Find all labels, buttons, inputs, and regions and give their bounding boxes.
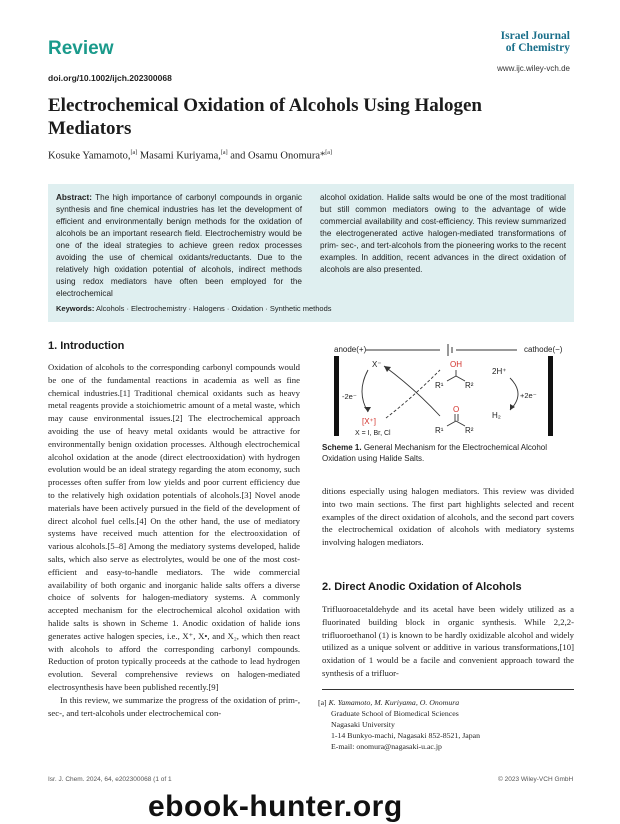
- keywords: [56, 304, 332, 313]
- author-list: [48, 150, 332, 162]
- doi-link[interactable]: doi.org/10.1002/ijch.202300068: [48, 73, 172, 83]
- affiliation-mark: [a]: [325, 150, 332, 156]
- keywords-label: Keywords:: [56, 304, 95, 313]
- right-column-text: [322, 485, 574, 549]
- paragraph: ditions especially using halogen mediators. This review was divided into two main sections. The first part highlights selected and recent examples of the direct oxidation of alcohols, and the second part covers the electrochemical oxidation of alcohols with mediatory systems involving halogen mediators.: [322, 486, 574, 548]
- carbonyl-oxygen-label: O: [453, 405, 460, 414]
- footnote-line: 1-14 Bunkyo-machi, Nagasaki 852-8521, Japan: [331, 731, 480, 740]
- bond-line: [456, 421, 465, 426]
- alcohol-oxidation-arrow: [386, 370, 440, 418]
- paragraph: Oxidation of alcohols to the corresponding carbonyl compounds would be one of the fundamental reactions in academia as well as fine chemical industries.[1] Traditional chemical oxidants such as heavy metal reagents provide a stoichiometric amount of a metal waste, which may cause environmental issues.[2] The electrochemical approach avoiding the use of heavy metal oxidants would be attractive for environmentally benign oxidation processes. Although electrochemical alcohol oxidation at the anode (direct electrooxidation) with hydrogen evolution would be an ideal strategy regarding the atom economy, such processes often suffer from low yields and poor current efficiency due to the relatively high oxidation potentials of alcohols.[3] Novel anode materials have been actively pursued in the field of the development of direct alcohol fuel cells.[4] On the other hand, the use of mediatory systems have received much attention for the electrooxidation of various alcohols.[5–8] Among the mediatory systems developed, halide salts, which also serve as electrolytes, would be one of the most cost-efficient and easy-to-handle mediators. The wide commercial availability of both organic and inorganic halide salts offers a diverse choice of solvents for halogen-mediatory systems. A commonly accepted mechanism for the electrochemical alcohol oxidation with halide salts is shown in Scheme 1. Anodic oxidation of halide ions generates active halogen species, i.e., X⁺, X•, and X₂, which then react with alcohols to afford the corresponding carbonyl compounds. Reduction of proton typically proceeds at the cathode to lead hydrogen evolution. Several comprehensive reviews on halogen-mediated electrosynthesis have been published recently.[9]: [48, 362, 300, 692]
- journal-logo: [501, 30, 570, 54]
- footnote-line: Graduate School of Biomedical Sciences: [331, 709, 459, 718]
- bond-line: [447, 376, 456, 381]
- footer-copyright: © 2023 Wiley-VCH GmbH: [498, 776, 574, 783]
- caption-text: General Mechanism for the Electrochemical Alcohol Oxidation using Halide Salts.: [322, 443, 548, 463]
- arrow-head: [384, 366, 391, 372]
- abstract-column-right: [320, 192, 566, 276]
- abstract-box: [48, 184, 574, 322]
- halogen-definition: X = I, Br, Cl: [355, 430, 391, 437]
- r1-label: R¹: [435, 381, 444, 390]
- section-label: Review: [48, 38, 114, 59]
- abstract-column-left: [56, 192, 302, 300]
- electron-loss-label: -2e⁻: [342, 392, 357, 401]
- section-heading-direct-oxidation: 2. Direct Anodic Oxidation of Alcohols: [322, 581, 522, 593]
- bond-line: [456, 376, 465, 381]
- watermark-text: ebook-hunter.org: [148, 790, 403, 823]
- affiliation-mark: [a]: [220, 150, 228, 156]
- reduction-arrow: [384, 366, 440, 416]
- section-heading-introduction: 1. Introduction: [48, 340, 125, 352]
- caption-label: Scheme 1.: [322, 443, 362, 452]
- footnote-line: Nagasaki University: [331, 720, 395, 729]
- scheme-caption: [322, 443, 574, 464]
- r2-label: R²: [465, 426, 474, 435]
- r1-label: R¹: [435, 426, 444, 435]
- contact-email[interactable]: E-mail: onomura@nagasaki-u.ac.jp: [331, 742, 442, 751]
- journal-name-line2: of Chemistry: [505, 42, 570, 54]
- anode-label: anode(+): [334, 345, 367, 354]
- journal-website-link[interactable]: www.ijc.wiley-vch.de: [497, 64, 570, 73]
- left-column-text: [48, 361, 300, 719]
- hydrogen-label: H₂: [492, 411, 501, 420]
- active-halogen-label: [X⁺]: [362, 417, 377, 426]
- arrow-head: [364, 407, 371, 412]
- journal-name-line1: Israel Journal: [500, 30, 570, 42]
- author-name: and Osamu Onomura*: [230, 150, 326, 162]
- footnote-authors: [318, 697, 574, 708]
- keywords-list: Alcohols · Electrochemistry · Halogens · Oxidation · Synthetic methods: [96, 304, 332, 313]
- affiliation-footnote: [318, 697, 574, 752]
- paragraph: Trifluoroacetaldehyde and its acetal have been widely utilized as a fluorinated building block in organic synthesis. While 2,2,2-trifluoroethanol (1) is known to be hardly oxidizable alcohol and widely utilized as a unique solvent or additive in various transformations,[10] oxidation of 1 would be a facile and convenient approach toward the synthesis of a trifluor-: [322, 604, 574, 678]
- abstract-text: alcohol oxidation. Halide salts would be one of the most traditional but still common mediators owing to the advantage of wide commercial availability and cost-efficiency. This review summarized the electrogenerated active halogen-mediated transformations of prim- sec-, and tert-alcohols from the pioneering works to the recent examples. In addition, recent advances in the direct oxidation of alcohols are also presented.: [320, 193, 566, 274]
- right-column-text-section2: [322, 603, 574, 680]
- affiliation-mark: [a]: [130, 150, 138, 156]
- proton-label: 2H⁺: [492, 367, 507, 376]
- oxidation-arrow: [362, 370, 368, 412]
- author-name: Kosuke Yamamoto,: [48, 150, 131, 162]
- abstract-label: Abstract:: [56, 193, 92, 202]
- anode-electrode: [334, 356, 339, 436]
- abstract-text: The high importance of carbonyl compounds in organic synthesis and fine chemical industries has let the development of efficient and environmentally benign methods for the oxidation of alcohols be an important research field. Electrochemistry would be one of the ideal strategies to achieve green redox processes avoiding the use of chemical oxidants/reductants. Due to the relatively high oxidation potential of alcohols, indirect methods using redox mediators have often been employed for the electrochemical: [56, 193, 302, 298]
- cathode-electrode: [548, 356, 553, 436]
- paragraph: In this review, we summarize the progress of the oxidation of prim-, sec-, and tert-alcohols under electrochemical con-: [48, 694, 300, 718]
- footer-citation: Isr. J. Chem. 2024, 64, e202300068 (1 of 1: [48, 776, 172, 783]
- footnote-mark: [a]: [318, 698, 327, 707]
- author-name: Masami Kuriyama,: [139, 150, 221, 162]
- scheme-1-figure: [322, 340, 574, 438]
- hydroxyl-label: OH: [450, 360, 462, 369]
- halide-ion-label: X⁻: [372, 360, 382, 369]
- cathode-label: cathode(−): [524, 345, 563, 354]
- bond-line: [447, 421, 456, 426]
- footnote-divider: [322, 689, 574, 690]
- footnote-author-names: K. Yamamoto, M. Kuriyama, O. Onomura: [328, 698, 460, 707]
- electron-gain-label: +2e⁻: [520, 391, 537, 400]
- article-title: Electrochemical Oxidation of Alcohols Using Halogen Mediators: [48, 95, 483, 139]
- r2-label: R²: [465, 381, 474, 390]
